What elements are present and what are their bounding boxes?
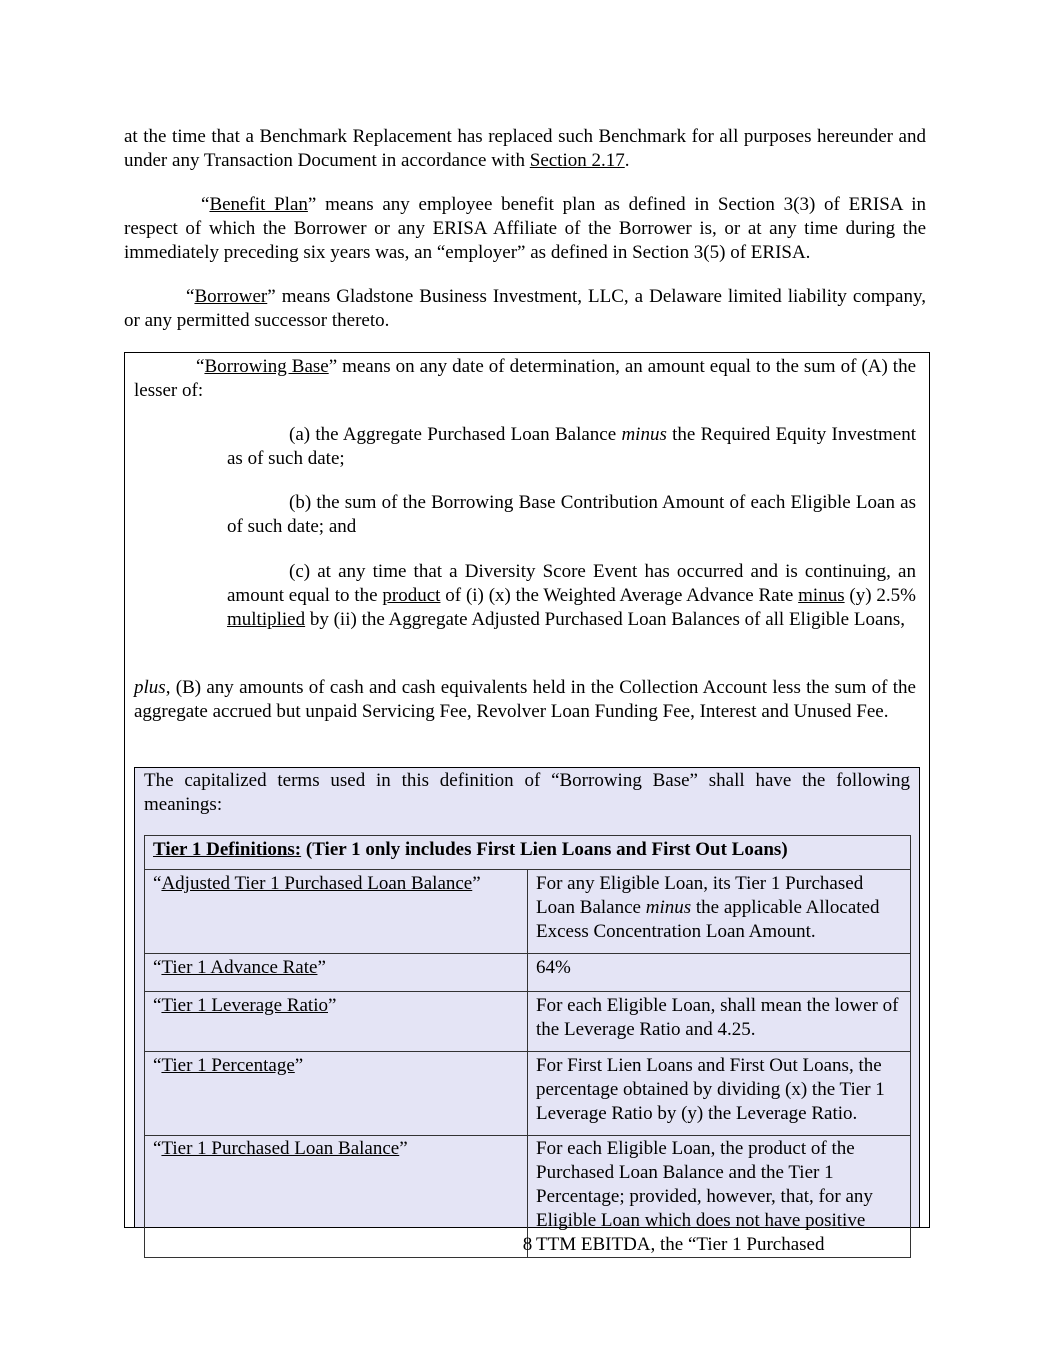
defined-term: Tier 1 Advance Rate (161, 957, 318, 978)
defined-term: Borrowing Base (204, 356, 329, 377)
quote: “ (201, 194, 210, 215)
italic-text: minus (645, 897, 692, 918)
definition-cell (528, 870, 911, 954)
text: (b) the sum of the Borrowing Base Contribution Amount of each Eligible Loan as of such date; and (227, 492, 916, 537)
paragraph-benchmark-continuation (124, 125, 926, 173)
text: of (i) (x) the Weighted Average Advance Rate (440, 585, 799, 606)
text: . (624, 150, 630, 171)
capitalized-terms-intro: The capitalized terms used in this definition of “Borrowing Base” shall have the following meanings: (144, 770, 910, 815)
definition-borrowing-base (134, 355, 916, 403)
definition-cell: For each Eligible Loan, the product of the Purchased Loan Balance and the Tier 1 Percentage; provided, however, that, for any Eligible Loan which does not have positive TTM EBITDA, the “Tier 1 Purchased (528, 1136, 911, 1258)
capitalized-terms-box (134, 767, 920, 1255)
definition-text: ” means Gladstone Business Investment, LLC, a Delaware limited liability company, or any permitted successor thereto. (124, 286, 926, 331)
table-header (145, 836, 911, 870)
defined-term: Tier 1 Purchased Loan Balance (161, 1138, 400, 1159)
header-label: Tier 1 Definitions: (153, 839, 302, 860)
page-number: 8 (522, 1234, 533, 1255)
text: the Required Equity Investment as of such date; (227, 424, 916, 469)
header-text: (Tier 1 only includes First Lien Loans and First Out Loans) (301, 839, 788, 860)
text: at the time that a Benchmark Replacement has replaced such Benchmark for all purposes hereunder and under any Transaction Document in accordance with (124, 126, 926, 171)
definition-borrower (124, 285, 926, 333)
term-cell: “Tier 1 Advance Rate” (145, 954, 528, 992)
table-row (145, 954, 911, 992)
term-cell: “Tier 1 Purchased Loan Balance” (145, 1136, 528, 1258)
defined-term: Borrower (194, 286, 268, 307)
underlined-text: minus (798, 585, 845, 606)
defined-term: Tier 1 Leverage Ratio (161, 995, 328, 1016)
quote: “ (186, 286, 195, 307)
section-reference: Section 2.17 (529, 150, 625, 171)
definition-text: ” means on any date of determination, an amount equal to the sum of (A) the lesser of: (134, 356, 916, 401)
definition-cell: For First Lien Loans and First Out Loans, the percentage obtained by dividing (x) the Tier 1 Leverage Ratio by (y) the Leverage Ratio. (528, 1052, 911, 1136)
defined-term: Benefit Plan (209, 194, 308, 215)
table-row (145, 1052, 911, 1136)
definition-cell: 64% (528, 954, 911, 992)
text: by (ii) the Aggregate Adjusted Purchased Loan Balances of all Eligible Loans, (305, 609, 906, 630)
text: For any Eligible Loan, its Tier 1 Purchased Loan Balance (536, 873, 864, 918)
table-header-row (145, 836, 911, 870)
defined-term: Tier 1 Percentage (161, 1055, 295, 1076)
term-cell: “Tier 1 Percentage” (145, 1052, 528, 1136)
text: the applicable Allocated Excess Concentration Loan Amount. (536, 897, 880, 942)
quote: “ (196, 356, 205, 377)
table-row (145, 992, 911, 1052)
text: (a) the Aggregate Purchased Loan Balance (289, 424, 622, 445)
text: , (B) any amounts of cash and cash equivalents held in the Collection Account less the sum of the aggregate accrued but unpaid Servicing Fee, Revolver Loan Funding Fee, Interest and Unused Fee. (134, 677, 916, 722)
table-row (145, 870, 911, 954)
text: (c) at any time that a Diversity Score Event has occurred and is continuing, an amount equal to the (227, 561, 916, 606)
italic-text: plus (134, 677, 166, 698)
definition-benefit-plan (124, 193, 926, 265)
clause-a (227, 423, 916, 471)
clause-plus (134, 676, 916, 724)
text: (y) 2.5% (844, 585, 916, 606)
underlined-text: product (382, 585, 441, 606)
defined-term: Adjusted Tier 1 Purchased Loan Balance (161, 873, 473, 894)
clause-b (227, 491, 916, 539)
definition-cell: For each Eligible Loan, shall mean the lower of the Leverage Ratio and 4.25. (528, 992, 911, 1052)
tier-1-definitions-table (144, 835, 911, 1258)
clause-c (227, 560, 916, 632)
term-cell: “Adjusted Tier 1 Purchased Loan Balance” (145, 870, 528, 954)
term-cell: “Tier 1 Leverage Ratio” (145, 992, 528, 1052)
underlined-text: multiplied (227, 609, 306, 630)
borrowing-base-box (124, 352, 930, 1255)
italic-text: minus (621, 424, 667, 445)
definition-text: ” means any employee benefit plan as defined in Section 3(3) of ERISA in respect of which the Borrower or any ERISA Affiliate of the Borrower is, or at any time during the immediately preceding six years was, an “employer” as defined in Section 3(5) of ERISA. (124, 194, 926, 263)
